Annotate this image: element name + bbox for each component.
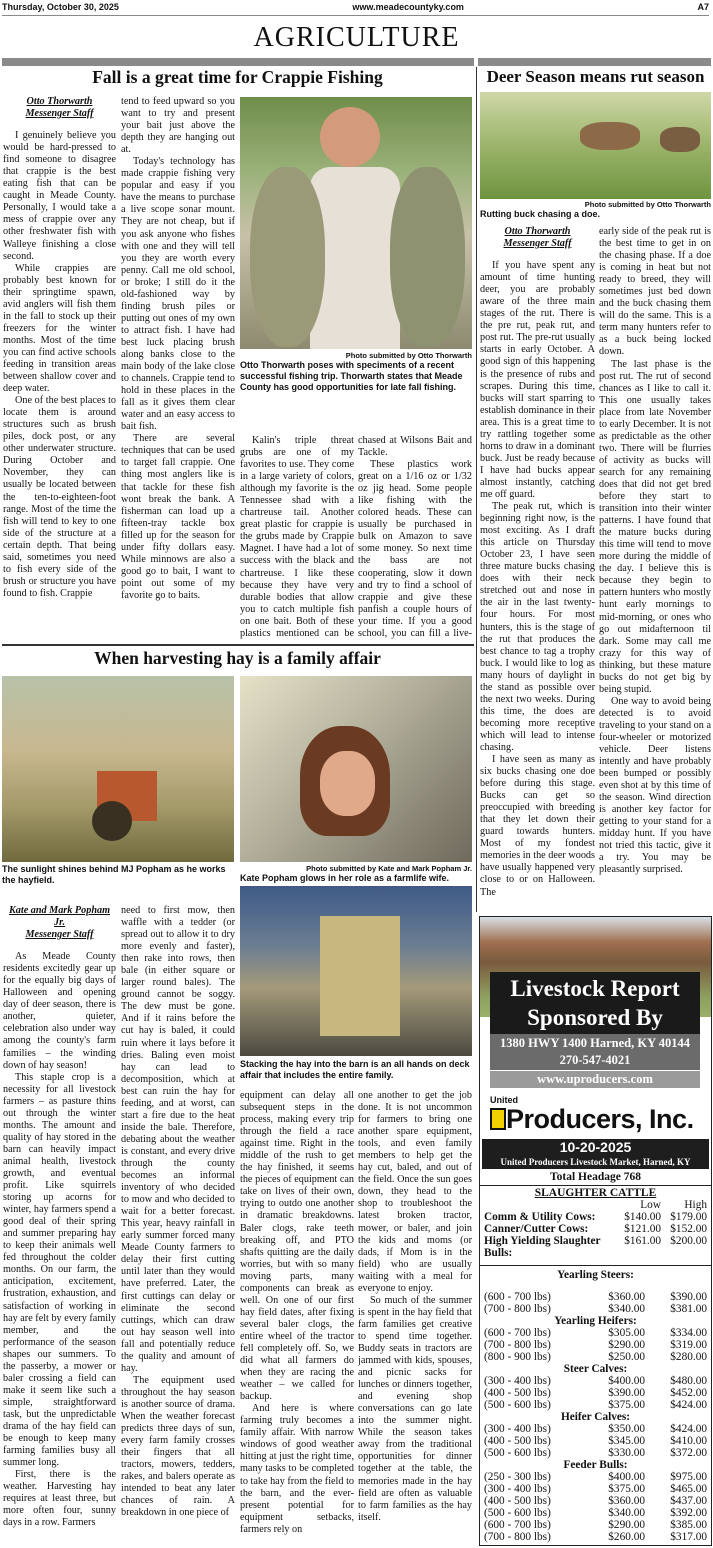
category-heading: Yearling Steers: (557, 1269, 634, 1281)
photo-caption: The sunlight shines behind MJ Popham as he works the hayfield. (2, 864, 226, 885)
category-heading: Heifer Calves: (560, 1411, 631, 1423)
paragraph: tend to feed upward so you want to try and present your bait just above the depth they are hanging out at. (121, 96, 235, 156)
paragraph: One way to avoid being detected is to avoid traveling to your stand on a four-wheeler or motorized vehicle. Deer listens intently and have probably been bumped or possibly even shot at by this time of the season. Wind direction is another key factor for getting to your stand for a midday hunt. If you have not tried this tactic, give it a try. You may be pleasantly surprised. (599, 695, 711, 876)
crappie-col-1 (3, 96, 116, 641)
paragraph: First, there is the weather. Harvesting hay requires at least three, but more often four, sunny days in a row. Farmers (3, 1469, 116, 1529)
deer-col-1 (480, 226, 595, 912)
price-row: (600 - 700 lbs) $290.00 $385.00 (484, 1519, 707, 1531)
issue-date: Thursday, October 30, 2025 (2, 2, 119, 12)
category-heading: Feeder Bulls: (563, 1459, 628, 1471)
crappie-col-2 (121, 96, 235, 641)
page-header (2, 2, 709, 16)
hay-headline: When harvesting hay is a family affair (94, 648, 381, 668)
farm-wife-photo (240, 676, 472, 862)
photo-caption: Otto Thorwarth poses with speciments of a recent successful fishing trip. Thorwarth states that Meade County has good opportunities for late fall fishing. (240, 360, 463, 392)
category-heading: Yearling Heifers: (554, 1315, 637, 1327)
price-row: (800 - 900 lbs) $250.00 $280.00 (484, 1351, 707, 1363)
price-row: (400 - 500 lbs) $390.00 $452.00 (484, 1387, 707, 1399)
paragraph: chased at Wilsons Bait and Tackle. (358, 435, 472, 459)
hay-col-3 (240, 1090, 354, 1545)
divider (478, 58, 711, 66)
price-row: (600 - 700 lbs) $305.00 $334.00 (484, 1327, 707, 1339)
feeder-cattle-table (480, 1266, 711, 1543)
photo-credit: Photo submitted by Kate and Mark Popham Jr. (306, 864, 472, 873)
paragraph: These plastics work great on a 1/16 oz or 1/32 oz jig head. Some people like fishing with the colored heads. These can usually be purchased in bulk on Amazon to save some money. So next time the bass are not cooperating, slow it down and try to find a school of crappie and give these panfish a couple hours of your time. If you a good school, you can fill a live- (358, 459, 472, 639)
paragraph: While crappies are probably best known for their springtime spawn, avid anglers will fish them in the fall to stock up their freezers for the winter months. Most of the time you can find active schools feeding in transition areas between shallow cover and deep water. (3, 262, 116, 395)
paragraph: As Meade County residents excitedly gear up for the equally big days of Halloween and opening day of deer season, there is another, quieter, celebration also under way among the county's farm families – the winding down of hay season! (3, 951, 116, 1071)
paragraph: Today's technology has made crappie fishing very popular and easy if you have the means to purchase a live scope sonar mount. They are not cheap, but if you ask anyone who fishes with one and they will tell you they are worth every penny. Call me old school, or broke; I still do it the old-fashioned way by finding brush piles or putting out ones of my own to attract fish. I have had best luck placing brush along banks close to the main body of the lake close to channels. Crappie tend to hold in these places in the fall as it gives them clear water and an easy access to bait fish. (121, 156, 235, 433)
column-headers: Low High (640, 1199, 707, 1211)
price-row: High Yielding Slaughter Bulls: $161.00 $200.00 (484, 1235, 707, 1259)
phone: 270-547-4021 (559, 1053, 631, 1067)
livestock-report (479, 916, 712, 1546)
photo-caption: Rutting buck chasing a doe. (480, 209, 601, 219)
price-tables (480, 1171, 711, 1543)
price-row: (300 - 400 lbs) $400.00 $480.00 (484, 1375, 707, 1387)
hay-col-2 (121, 905, 235, 1545)
tractor-photo (2, 676, 234, 862)
table-title: SLAUGHTER CATTLE (534, 1187, 657, 1199)
deer-col-2 (599, 226, 711, 912)
hay-col-4 (358, 1090, 472, 1545)
paragraph: The peak rut, which is beginning right now, is the most exciting. As I draft this article on Thursday October 23, I have seen three mature bucks chasing does with their neck stretched out and nose in the air in the last twenty-four hours. For most hunters, this is the stage of the rut that produces the best chance to tag a trophy buck. I would like to log as many hours of daylight in the stand as possible over the next two weeks. During this time, the does are becoming more receptive which will lead to intense chasing. (480, 501, 595, 753)
divider (2, 58, 474, 66)
price-row: (500 - 600 lbs) $340.00 $392.00 (484, 1507, 707, 1519)
price-row: (700 - 800 lbs) $340.00 $381.00 (484, 1303, 707, 1315)
price-row: (500 - 600 lbs) $375.00 $424.00 (484, 1399, 707, 1411)
paragraph: The equipment used throughout the hay season is another source of drama. When the weather forecast predicts three days of sun, every farm family crosses their fingers that all tractors, mowers, tedders, rakes, and balers operate as intended to beat any later chances of rain. A breakdown in one piece of (121, 1374, 235, 1519)
united-producers-logo: United Producers, Inc. (490, 1095, 694, 1134)
price-row: (500 - 600 lbs) $330.00 $372.00 (484, 1447, 707, 1459)
byline: Otto Thorwarth Messenger Staff (25, 96, 94, 120)
livestock-subtitle: Sponsored By (527, 1005, 663, 1030)
report-date: 10-20-2025 (559, 1139, 632, 1155)
price-row: (250 - 300 lbs) $400.00 $975.00 (484, 1471, 707, 1483)
byline: Otto Thorwarth Messenger Staff (503, 226, 572, 250)
divider (2, 644, 474, 646)
column-rule (476, 67, 477, 912)
deer-photo (480, 92, 711, 199)
price-row: (400 - 500 lbs) $360.00 $437.00 (484, 1495, 707, 1507)
paragraph: The last phase is the post rut. The rut of second chances as I like to call it. This one usually takes place from late November to early December. It is not as predictable as the other two. There will be flurries of activity as bucks will search for any remaining does that did not get bred before they start to transition into their winter patterns. I have found that the mature bucks during this time will tend to move more during the middle of the day. I believe this is because they begin to pattern hunters who mostly hunt early mornings to mid-morning, or ones who go out midafternoon til dark. Some may call me crazy for this way of thinking, but these mature bucks do not get big by being stupid. (599, 358, 711, 695)
deer-headline: Deer Season means rut season (486, 67, 705, 86)
paragraph: One of the best places to locate them is around structures such as brush piles, dock post, or any other underwater structure. During October and November, they can usually be located between the ten-to-eighteen-foot range. Most of the time the fish will tend to key to one side of the structure at a certain depth. That being said, sometimes you need to fish every side of the brush or structure you have found to fish. Crappie (3, 395, 116, 599)
crappie-col-4 (358, 435, 472, 640)
paragraph: early side of the peak rut is the best time to get in on the chasing phase. If a doe is coming in heat but not ready to breed, they will sometimes just bed down and the buck chasing them will do the same. This is a term many hunters refer to as a buck being locked down. (599, 226, 711, 358)
paragraph: equipment can delay all subsequent steps in the process, making every trip through the field a race against time. Right in the middle of the rush to get the hay finished, it seems the pieces of equipment can take on lives of their own, trying to outdo one another in dramatic breakdowns. Baler clogs, rake teeth breaking off, and PTO shafts quitting are the daily worries, but with so many moving parts, many components can break as well. On one of our first hay field dates, after fixing several baler clogs, the entire wheel of the tractor fell completely off. So, we did what all farmers do when they are racing the weather – we called for backup. (240, 1090, 354, 1403)
sponsor-website[interactable]: www.uproducers.com (490, 1071, 700, 1088)
photo-caption: Stacking the hay into the barn is an all hands on deck affair that includes the entire family. (240, 1059, 470, 1080)
paragraph: need to first mow, then waffle with a tedder (or spread out to allow it to dry more evenly and faster), then rake into rows, then bale (in either square or larger round bales). The ground cannot be soggy. The dew must be gone. And if it rains before the cut hay is baled, it could ruin where it lays before it dries. Baling even moist hay can lead to decomposition, which at best can ruin the hay for feeding, and at worst, can start a fire due to the heat inside the bale. Therefore, debating about the weather is constant, and every drive through the county becomes an informal inventory of who decided to mow and who decided to wait for a better forecast. This year, heavy rainfall in early summer forced many Meade County farmers to delay their first cutting until later than they would have preferred. Later, the first cuttings can delay or eliminate the second cuttings, which can draw out hay season well into fall and potentially reduce the quality and amount of hay. (121, 905, 235, 1374)
paragraph: If you have spent any amount of time hunting deer, you are probably aware of the three main stages of the rut. There is the pre rut, peak rut, and post rut. The pre-rut usually starts in early October. A good sign of this happening is the presence of rubs and scrapes. During this time, bucks will start sparring to establish dominance in their area. This is a great time to try rattling together some horns to draw in a dominant buck. Just be ready because I have had bucks appear almost instantly, catching me off guard. (480, 260, 595, 500)
total-headage: Total Headage 768 (480, 1171, 711, 1186)
byline: Kate and Mark Popham Jr. Messenger Staff (8, 905, 111, 941)
paragraph: This staple crop is a necessity for all livestock farmers – as pasture thins out through the winter months. The amount and quality of hay stored in the barn can heavily impact animal health, livestock growth, and eventual profit. Like squirrels storing up acorns for winter, hay farmers spend a good deal of their spring and summer preparing hay to keep their animals well fed throughout the colder months. On our farm, the anticipation, excitement, frustration, exhaustion, and satisfaction of working in hay are felt by every family member, and the performance of the season shapes our summers. To the passerby, a mower or baler crossing a field can make it seem like such a simple, straightforward task, but the unpredictable drama of the hay field can be enough to keep many farming families busy all summer long. (3, 1071, 116, 1469)
paragraph: So much of the summer is spent in the hay field that farm families get creative to spend time together. Buddy seats in tractors are jammed with kids, spouses, and picnic sacks for lunches or dinners together, and evening shop conversations can go late into the summer night. While the season takes away from the traditional opportunities for dinner together at the table, the memories made in the hay field are often as valuable to farm families as the hay itself. (358, 1294, 472, 1523)
section-title: AGRICULTURE (253, 22, 460, 53)
price-row: (400 - 500 lbs) $345.00 $410.00 (484, 1435, 707, 1447)
website[interactable]: www.meadecountyky.com (352, 2, 464, 12)
crappie-headline: Fall is a great time for Crappie Fishing (92, 67, 383, 87)
livestock-title: Livestock Report (510, 976, 680, 1001)
price-row: (300 - 400 lbs) $375.00 $465.00 (484, 1483, 707, 1495)
fisherman-photo (240, 97, 472, 349)
photo-caption: Kate Popham glows in her role as a farmlife wife. (240, 873, 450, 883)
paragraph: Kalin's triple threat grubs are one of my favorites to use. They come in a large variety of colors, although my favorite is the Tennessee shad with a chartreuse tail. Another great plastic for crappie is the grubs made by Crappie Magnet. I have had a lot of success with the black and chartreuse. I like these because they have very durable bodies that allow you to catch multiple fish on one bait. Both of these plastics mentioned can be (240, 435, 354, 639)
price-row: Comm & Utility Cows: $140.00 $179.00 (484, 1211, 707, 1223)
paragraph: I have seen as many as six bucks chasing one doe before during this stage. Bucks can get so preoccupied with breeding that they let down their guard towards hunters. Most of my fondest memories in the deer woods have usually happened very close to or on Halloween. The (480, 754, 595, 898)
slaughter-cattle-table (480, 1186, 711, 1266)
photo-credit: Photo submitted by Otto Thorwarth (584, 200, 711, 209)
hay-col-1 (3, 905, 116, 1545)
paragraph: one another to get the job done. It is not uncommon for farmers to bring one another spare equipment, tools, and even family members to help get the hay cut, baled, and out of the field. Once the sun goes down, they head to the shop to troubleshoot the latest broken tractor, mower, or baler, and join the kids and moms (or dads, if Mom is in the field) who are usually waiting with a meal for everyone to enjoy. (358, 1090, 472, 1294)
address: 1380 HWY 1400 Harned, KY 40144 (499, 1036, 691, 1050)
paragraph: I genuinely believe you would be hard-pressed to find someone to disagree that crappie is the best eating fish that can be caught in Meade County. Personally, I would take a mess of crappie over any other freshwater fish with Walleye finishing a close second. (3, 130, 116, 262)
paragraph: And here is where farming truly becomes a family affair. With narrow windows of good weather hitting at just the right time, many tasks to be completed to take hay from the field to the barn, and the ever-present potential for equipment setbacks, farmers rely on (240, 1403, 354, 1535)
market-name: United Producers Livestock Market, Harned, KY (500, 1157, 691, 1167)
price-row: (300 - 400 lbs) $350.00 $424.00 (484, 1423, 707, 1435)
page-number: A7 (697, 2, 709, 12)
hay-barn-photo (240, 886, 472, 1056)
price-row: Canner/Cutter Cows: $121.00 $152.00 (484, 1223, 707, 1235)
price-row: (700 - 800 lbs) $290.00 $319.00 (484, 1339, 707, 1351)
price-row: (600 - 700 lbs) $360.00 $390.00 (484, 1291, 707, 1303)
category-heading: Steer Calves: (563, 1363, 628, 1375)
price-row: (700 - 800 lbs) $260.00 $317.00 (484, 1531, 707, 1543)
photo-credit: Photo submitted by Otto Thorwarth (345, 351, 472, 360)
crappie-col-3 (240, 435, 354, 640)
paragraph: There are several techniques that can be used to target fall crappie. One thing most anglers like is that tackle for these fish wont break the bank. A fisherman can load up a fifteen-tray tackle box filled up for the season for under fifty dollars easy. While minnows are also a good go to bait, I want to point out some of my favorite go to baits. (121, 433, 235, 601)
